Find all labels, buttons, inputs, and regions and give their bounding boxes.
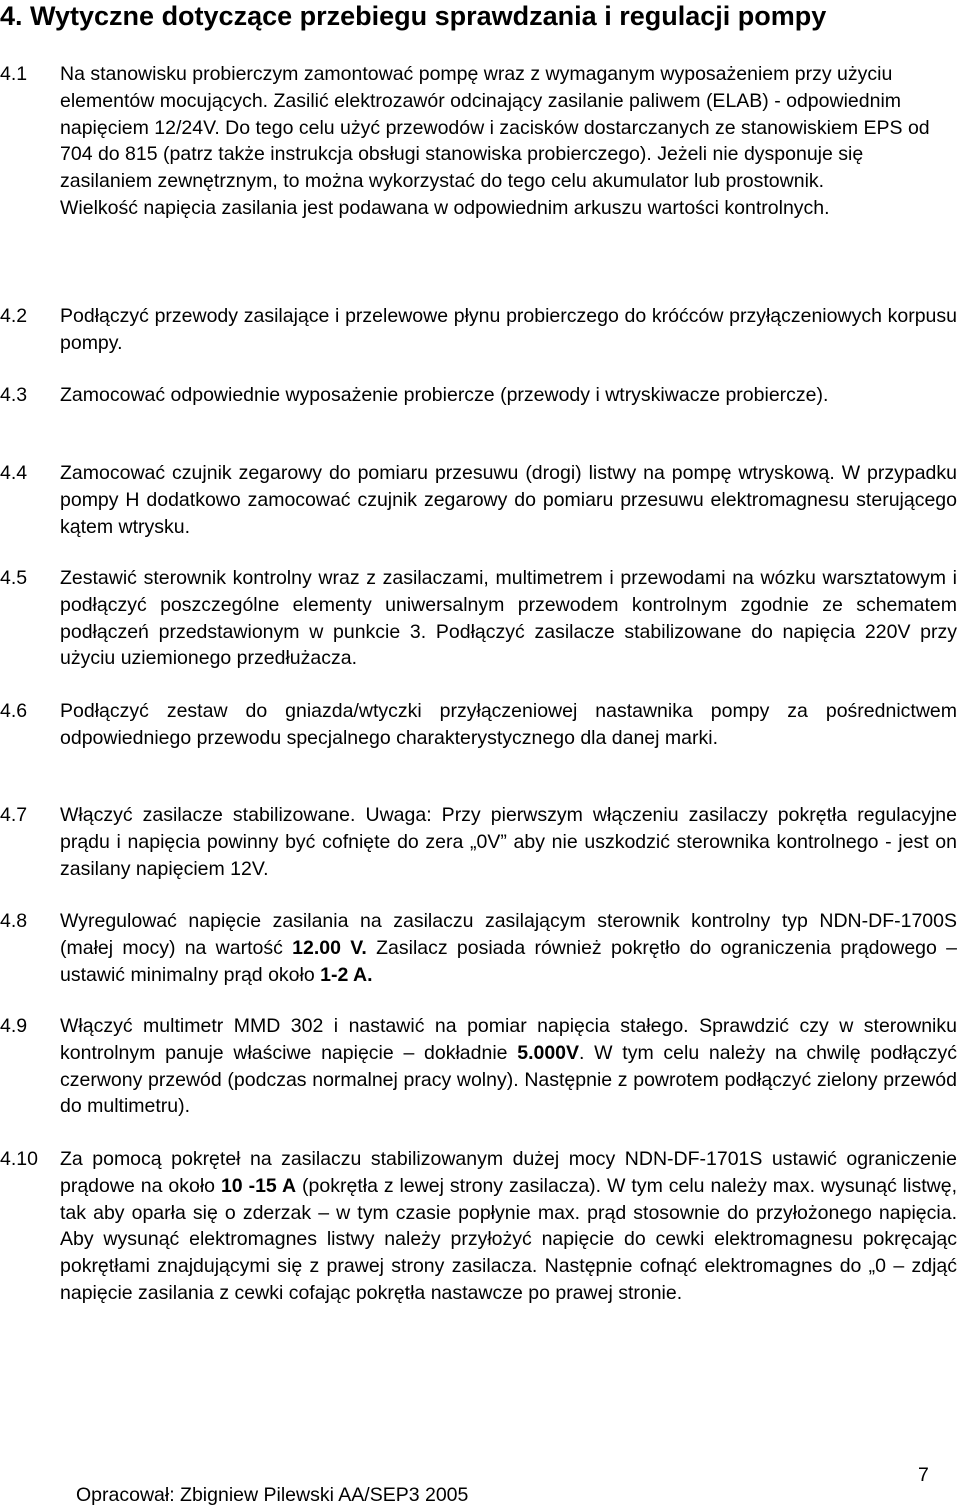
section-4-5 [0,565,960,672]
section-number: 4.4 [0,462,28,484]
bold-value: 1-2 A. [320,963,373,986]
section-body [60,61,957,222]
section-body: Włączyć zasilacze stabilizowane. Uwaga: Przy pierwszym włączeniu zasilaczy pokrętła regulacyjne prądu i napięcia powinny być cofnięte do zera „0V” aby nie uszkodzić sterownika kontrolnego - jest on zasilany napięciem 12V. [60,804,957,880]
section-4-2 [0,303,960,357]
section-number: 4.1 [0,63,28,85]
section-4-8 [0,908,960,988]
section-number: 4.3 [0,384,28,406]
paragraph: Na stanowisku probierczym zamontować pompę wraz z wymaganym wyposażeniem przy użyciu elementów mocujących. Zasilić elektrozawór odcinający zasilanie paliwem (ELAB) - odpowiednim napięciem 12/24V. Do tego celu użyć przewodów i zacisków dostarczanych ze stanowiskiem EPS od 704 do 815 (patrz także instrukcja obsługi stanowiska probierczego). Jeżeli nie dysponuje się zasilaniem zewnętrznym, to można wykorzystać do tego celu akumulator lub prostownik. [60,63,930,193]
bold-value: 5.000V [517,1041,580,1064]
section-body [60,908,957,988]
section-body: Podłączyć przewody zasilające i przelewowe płynu probierczego do króćców przyłączeniowych korpusu pompy. [60,305,957,354]
section-number: 4.8 [0,910,28,932]
section-4-6 [0,698,960,752]
section-body: Zestawić sterownik kontrolny wraz z zasilaczami, multimetrem i przewodami na wózku warsztatowym i podłączyć poszczególne elementy uniwersalnym przewodem kontrolnym zgodnie ze schematem podłączeń przedstawionym w punkcie 3. Podłączyć zasilacze stabilizowane do napięcia 220V przy użyciu uziemionego przedłużacza. [60,567,957,670]
section-number: 4.6 [0,700,28,722]
paragraph: Wielkość napięcia zasilania jest podawana w odpowiednim arkuszu wartości kontrolnych. [60,196,830,219]
text-run: Włączyć multimetr MMD 302 i nastawić na pomiar napięcia stałego. Sprawdzić czy w sterowniku kontrolnym panuje właściwe napięcie – dokładnie [60,1015,957,1064]
page-number: 7 [918,1464,929,1486]
text-run: Wyregulować napięcie zasilania na zasilaczu zasilającym sterownik kontrolny typ NDN-DF-1700S (małej mocy) na wartość [60,910,957,959]
section-4-3 [0,382,960,409]
section-number: 4.7 [0,804,28,826]
section-number: 4.9 [0,1015,28,1037]
text-run: (pokrętła z lewej strony zasilacza). W tym celu należy max. wysunąć listwę, tak aby oparła się o zderzak – w tym czasie popłynie max. prąd stosownie do przyłożonego napięcia. Aby wysunąć elektromagnes listwy należy przyłożyć napięcie do cewki elektromagnesu pokręcając pokrętłami znajdującymi się z prawej strony zasilacza. Następnie cofnąć elektromagnes do „0 – zdjąć napięcie zasilania z cewki cofając pokrętła nastawcze po prawej stronie. [60,1174,957,1304]
section-body: Zamocować czujnik zegarowy do pomiaru przesuwu (drogi) listwy na pompę wtryskową. W przypadku pompy H dodatkowo zamocować czujnik zegarowy do pomiaru przesuwu elektromagnesu sterującego kątem wtrysku. [60,462,957,538]
section-4-1 [0,61,960,222]
section-4-10 [0,1146,960,1307]
section-body: Zamocować odpowiednie wyposażenie probiercze (przewody i wtryskiwacze probiercze). [60,384,829,406]
section-4-7 [0,802,960,882]
text-run: . W tym celu należy na chwilę podłączyć czerwony przewód (podczas normalnej pracy wolny). Następnie z powrotem podłączyć zielony przewód do multimetru). [60,1041,958,1118]
section-4-9 [0,1013,960,1120]
bold-value: 10 -15 A [220,1174,297,1197]
text-run: Zasilacz posiada również pokrętło do ograniczenia prądowego – ustawić minimalny prąd około [60,936,957,986]
section-number: 4.5 [0,567,28,589]
section-body: Podłączyć zestaw do gniazda/wtyczki przyłączeniowej nastawnika pompy za pośrednictwem odpowiedniego przewodu specjalnego charakterystycznego dla danej marki. [60,700,957,749]
section-number: 4.2 [0,305,28,327]
section-body [60,1013,957,1120]
section-number: 4.10 [0,1148,38,1170]
section-body [60,1146,957,1307]
page-footer: Opracował: Zbigniew Pilewski AA/SEP3 2005 [76,1484,469,1506]
section-4-4 [0,460,960,540]
bold-value: 12.00 V. [292,936,367,959]
page-heading: 4. Wytyczne dotyczące przebiegu sprawdzania i regulacji pompy [0,1,827,31]
text-run: Za pomocą pokręteł na zasilaczu stabilizowanym dużej mocy NDN-DF-1701S ustawić ograniczenie prądowe na około [60,1148,957,1197]
